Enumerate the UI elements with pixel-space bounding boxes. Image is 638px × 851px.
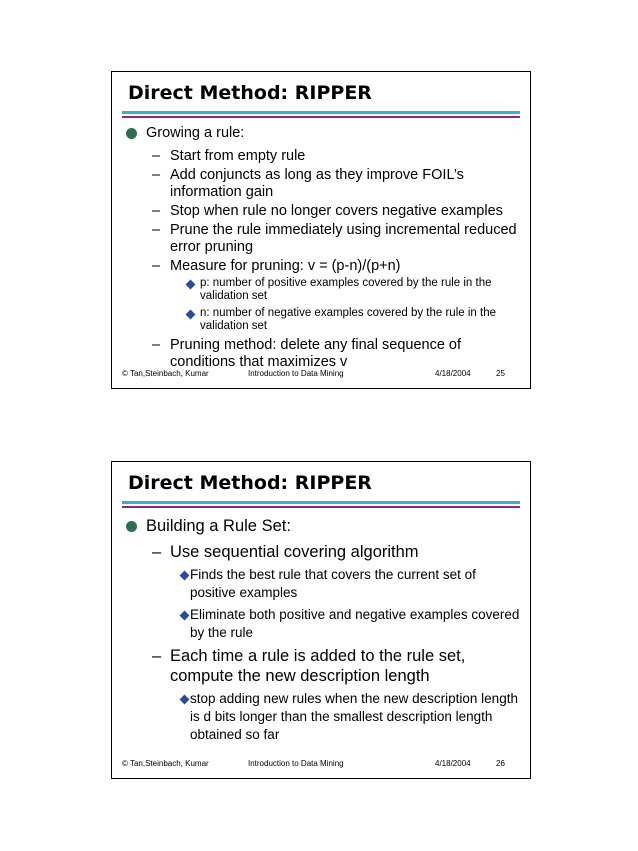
dash-icon: –: [152, 543, 162, 561]
list-item: [126, 542, 522, 562]
list-item-text: Stop when rule no longer covers negative examples: [170, 203, 503, 219]
list-item: [126, 203, 522, 220]
list-item-text: Start from empty rule: [170, 148, 306, 164]
footer-page-number: 26: [496, 759, 505, 768]
slide-26: [111, 461, 531, 779]
title-underline-purple: [122, 506, 520, 508]
dash-icon: –: [152, 258, 161, 274]
title-underline-cyan: [122, 501, 520, 504]
slide-title: Direct Method: RIPPER: [128, 82, 372, 104]
list-item-text: Use sequential covering algorithm: [170, 543, 419, 561]
list-item-text: Pruning method: delete any final sequence of conditions that maximizes v: [170, 337, 462, 370]
list-item: [126, 222, 522, 256]
diamond-bullet-icon: [186, 280, 196, 290]
slide-25: [111, 71, 531, 389]
list-item-text: Each time a rule is added to the rule set, compute the new description length: [170, 647, 466, 685]
dash-icon: –: [152, 647, 162, 665]
footer-course: Introduction to Data Mining: [248, 369, 344, 378]
footer-date: 4/18/2004: [435, 369, 471, 378]
footer-copyright: © Tan,Steinbach, Kumar: [122, 369, 209, 378]
list-item-text: Prune the rule immediately using incremental reduced error pruning: [170, 222, 517, 255]
sub-list-item: [126, 307, 522, 333]
bullet-heading: [126, 125, 522, 142]
list-item-text: Measure for pruning: v = (p-n)/(p+n): [170, 258, 401, 274]
dash-icon: –: [152, 203, 161, 219]
list-item: [126, 646, 522, 686]
diamond-bullet-icon: [186, 310, 196, 320]
dash-icon: –: [152, 222, 161, 238]
bullet-heading: [126, 516, 522, 536]
sub-list-item: [126, 690, 522, 744]
footer-date: 4/18/2004: [435, 759, 471, 768]
list-item: [126, 337, 522, 371]
sub-list-item-text: n: number of negative examples covered by the rule in the validation set: [200, 307, 496, 332]
sub-list-item: [126, 606, 522, 642]
list-item: [126, 258, 522, 275]
sub-list-item: [126, 277, 522, 303]
sub-list-item-text: Eliminate both positive and negative examples covered by the rule: [190, 607, 520, 640]
sub-list-item-text: p: number of positive examples covered by the rule in the validation set: [200, 277, 492, 302]
dash-icon: –: [152, 148, 161, 164]
bullet-dot-icon: [126, 128, 137, 139]
sub-list-item-text: stop adding new rules when the new description length is d bits longer than the smallest description length obtained so far: [190, 691, 518, 742]
title-underline-cyan: [122, 111, 520, 114]
dash-icon: –: [152, 167, 161, 183]
heading-text: Building a Rule Set:: [146, 517, 291, 535]
sub-list-item-text: Finds the best rule that covers the current set of positive examples: [190, 567, 476, 600]
bullet-dot-icon: [126, 521, 137, 532]
list-item-text: Add conjuncts as long as they improve FOIL’s information gain: [170, 167, 464, 200]
footer-page-number: 25: [496, 369, 505, 378]
heading-text: Growing a rule:: [146, 125, 245, 141]
slide-content: [126, 125, 522, 373]
footer-course: Introduction to Data Mining: [248, 759, 344, 768]
list-item: [126, 167, 522, 201]
list-item: [126, 148, 522, 165]
footer-copyright: © Tan,Steinbach, Kumar: [122, 759, 209, 768]
sub-list-item: [126, 566, 522, 602]
dash-icon: –: [152, 337, 161, 353]
slide-footer: [112, 367, 530, 380]
slide-footer: [112, 757, 530, 770]
slide-content: [126, 516, 522, 748]
title-underline-purple: [122, 116, 520, 118]
slide-title: Direct Method: RIPPER: [128, 472, 372, 494]
